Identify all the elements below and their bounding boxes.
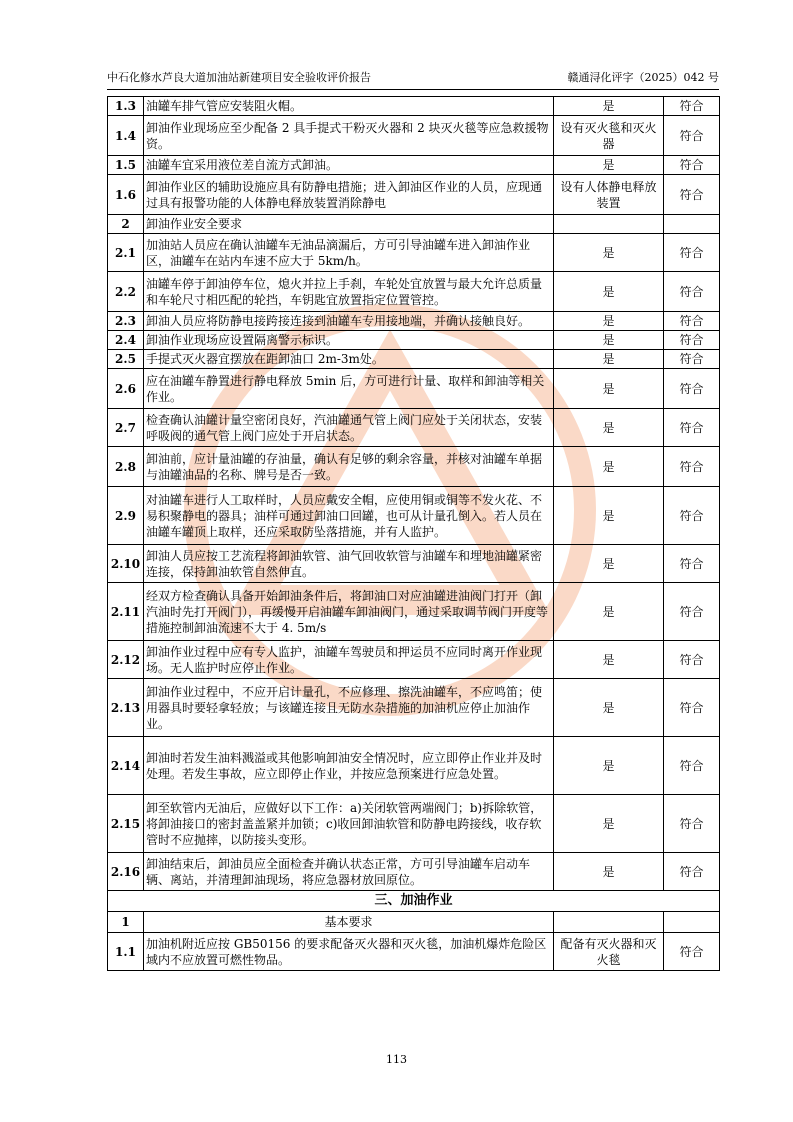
table-row <box>108 679 720 737</box>
requirement-text: 卸油结束后，卸油员应全面检查并确认状态正常，方可引导油罐车启动车辆、离站，并清理卸油现场，将应急器材放回原位。 <box>144 853 554 891</box>
actual-condition: 设有人体静电释放装置 <box>554 175 664 215</box>
table-row <box>108 312 720 331</box>
actual-condition: 是 <box>554 641 664 679</box>
requirement-text: 检查确认油罐计量空密闭良好，汽油罐通气管上阀门应处于关闭状态，安装呼吸阀的通气管上阀门应处于开启状态。 <box>144 409 554 447</box>
requirement-text: 手提式灭火器宜摆放在距卸油口 2m-3m处。 <box>144 350 554 369</box>
check-result: 符合 <box>664 853 720 891</box>
table-row <box>108 350 720 369</box>
section-3-block <box>108 891 720 971</box>
item-number: 2 <box>108 215 144 234</box>
table-row <box>108 116 720 156</box>
item-number: 2.1 <box>108 234 144 272</box>
actual-condition: 是 <box>554 795 664 853</box>
page-number: 113 <box>386 1053 407 1066</box>
requirement-text: 卸油作业区的辅助设施应具有防静电措施；进入卸油区作业的人员，应现通过具有报警功能的人体静电释放装置消除静电 <box>144 175 554 215</box>
requirement-text: 应在油罐车静置进行静电释放 5min 后，方可进行计量、取样和卸油等相关作业。 <box>144 369 554 409</box>
check-result <box>664 215 720 234</box>
requirement-text: 卸至软管内无油后，应做好以下工作：a)关闭软管两端阀门；b)拆除软管，将卸油接口的密封盖盖紧并加锁；c)收回卸油软管和防静电跨接线，收存软管时不应抛摔，以防接头变形。 <box>144 795 554 853</box>
check-result: 符合 <box>664 116 720 156</box>
item-number: 2.11 <box>108 583 144 641</box>
item-number: 2.15 <box>108 795 144 853</box>
requirement-text: 卸油作业过程中，不应开启计量孔，不应修理、擦洗油罐车，不应鸣笛；使用器具时要轻拿轻放；与该罐连接且无防水杂措施的加油机应停止加油作业。 <box>144 679 554 737</box>
actual-condition: 是 <box>554 234 664 272</box>
table-row <box>108 97 720 116</box>
section-heading-row <box>108 891 720 912</box>
requirement-text: 卸油作业现场应设置隔离警示标识。 <box>144 331 554 350</box>
table-row <box>108 853 720 891</box>
requirement-text: 加油机附近应按 GB50156 的要求配备灭火器和灭火毯，加油机爆炸危险区域内不应放置可燃性物品。 <box>144 933 554 971</box>
requirement-text: 卸油作业过程中应有专人监护，油罐车驾驶员和押运员不应同时离开作业现场。无人监护时应停止作业。 <box>144 641 554 679</box>
item-number: 2.2 <box>108 272 144 312</box>
requirement-text: 卸油时若发生油料溅溢或其他影响卸油安全情况时，应立即停止作业并及时处理。若发生事故，应立即停止作业，并按应急预案进行应急处置。 <box>144 737 554 795</box>
check-result: 符合 <box>664 331 720 350</box>
requirement-text: 对油罐车进行人工取样时，人员应戴安全帽，应使用铜或铜等不发火花、不易积聚静电的器具；油样可通过卸油口回罐，也可从计量孔倒入。若人员在油罐车罐顶上取样，还应采取防坠落措施，并有人监护。 <box>144 487 554 545</box>
item-number: 1.6 <box>108 175 144 215</box>
actual-condition: 是 <box>554 156 664 175</box>
actual-condition: 配备有灭火器和灭火毯 <box>554 933 664 971</box>
item-number: 2.12 <box>108 641 144 679</box>
check-result: 符合 <box>664 737 720 795</box>
requirement-text: 加油站人员应在确认油罐车无油品滴漏后，方可引导油罐车进入卸油作业区，油罐车在站内车速不应大于 5km/h。 <box>144 234 554 272</box>
actual-condition: 是 <box>554 97 664 116</box>
table-row <box>108 583 720 641</box>
check-result: 符合 <box>664 933 720 971</box>
actual-condition: 是 <box>554 331 664 350</box>
table-row <box>108 487 720 545</box>
table-row <box>108 272 720 312</box>
header-report-number: 赣通浔化评字（2025）042 号 <box>567 71 719 84</box>
table-row <box>108 641 720 679</box>
item-number: 2.14 <box>108 737 144 795</box>
check-result: 符合 <box>664 350 720 369</box>
check-result: 符合 <box>664 487 720 545</box>
requirement-text: 经双方检查确认具备开始卸油条件后，将卸油口对应油罐进油阀门打开（卸汽油时先打开阀门），再缓慢开启油罐车卸油阀门，通过采取调节阀门开度等措施控制卸油流速不大于 4. 5m/s <box>144 583 554 641</box>
item-number: 2.6 <box>108 369 144 409</box>
actual-condition: 是 <box>554 350 664 369</box>
item-number: 2.3 <box>108 312 144 331</box>
table-row <box>108 545 720 583</box>
actual-condition: 是 <box>554 409 664 447</box>
requirement-text: 油罐车排气管应安装阻火帽。 <box>144 97 554 116</box>
check-result: 符合 <box>664 679 720 737</box>
check-result: 符合 <box>664 234 720 272</box>
table-row <box>108 175 720 215</box>
actual-condition: 是 <box>554 679 664 737</box>
empty-cell <box>554 912 664 933</box>
check-result: 符合 <box>664 447 720 487</box>
table-row <box>108 156 720 175</box>
item-number: 2.10 <box>108 545 144 583</box>
actual-condition: 是 <box>554 312 664 331</box>
check-result: 符合 <box>664 641 720 679</box>
check-result: 符合 <box>664 369 720 409</box>
check-result: 符合 <box>664 545 720 583</box>
actual-condition: 设有灭火毯和灭火器 <box>554 116 664 156</box>
actual-condition: 是 <box>554 853 664 891</box>
check-result: 符合 <box>664 97 720 116</box>
item-number: 1.5 <box>108 156 144 175</box>
table-row <box>108 795 720 853</box>
requirement-text: 油罐车停于卸油停车位，熄火并拉上手刹，车轮处宜放置与最大允许总质量和车轮尺寸相匹配的轮挡，车钥匙宜放置指定位置管控。 <box>144 272 554 312</box>
item-number: 1.1 <box>108 933 144 971</box>
requirement-text: 油罐车宜采用液位差自流方式卸油。 <box>144 156 554 175</box>
item-number: 2.13 <box>108 679 144 737</box>
item-number: 2.9 <box>108 487 144 545</box>
requirement-text: 卸油人员应将防静电接跨接连接到油罐车专用接地端，并确认接触良好。 <box>144 312 554 331</box>
subsection-row <box>108 912 720 933</box>
check-result: 符合 <box>664 175 720 215</box>
header-report-title: 中石化修水芦良大道加油站新建项目安全验收评价报告 <box>107 71 371 84</box>
actual-condition: 是 <box>554 545 664 583</box>
item-number: 2.5 <box>108 350 144 369</box>
table-row <box>108 331 720 350</box>
item-number: 2.8 <box>108 447 144 487</box>
section-title: 三、加油作业 <box>108 891 720 912</box>
item-number: 2.7 <box>108 409 144 447</box>
requirement-text: 卸油作业安全要求 <box>144 215 554 234</box>
item-number: 1.4 <box>108 116 144 156</box>
page-header <box>107 70 719 88</box>
item-number: 2.16 <box>108 853 144 891</box>
check-result: 符合 <box>664 583 720 641</box>
requirement-text: 卸油作业现场应至少配备 2 具手提式干粉灭火器和 2 块灭火毯等应急救援物资。 <box>144 116 554 156</box>
actual-condition: 是 <box>554 272 664 312</box>
checklist-rows <box>108 97 720 891</box>
check-result: 符合 <box>664 272 720 312</box>
actual-condition: 是 <box>554 583 664 641</box>
table-row <box>108 447 720 487</box>
table-row <box>108 369 720 409</box>
item-number: 2.4 <box>108 331 144 350</box>
check-result: 符合 <box>664 795 720 853</box>
subsection-label: 基本要求 <box>144 912 554 933</box>
table-row <box>108 933 720 971</box>
actual-condition: 是 <box>554 487 664 545</box>
table-row <box>108 409 720 447</box>
actual-condition: 是 <box>554 369 664 409</box>
table-row <box>108 234 720 272</box>
item-number: 1.3 <box>108 97 144 116</box>
actual-condition: 是 <box>554 447 664 487</box>
table-row <box>108 215 720 234</box>
safety-checklist-table <box>107 96 720 971</box>
check-result: 符合 <box>664 312 720 331</box>
requirement-text: 卸油前，应计量油罐的存油量，确认有足够的剩余容量，并核对油罐车单据与油罐油品的名称、牌号是否一致。 <box>144 447 554 487</box>
empty-cell <box>664 912 720 933</box>
subsection-number: 1 <box>108 912 144 933</box>
header-rule <box>107 89 719 90</box>
check-result: 符合 <box>664 409 720 447</box>
table-row <box>108 737 720 795</box>
check-result: 符合 <box>664 156 720 175</box>
actual-condition <box>554 215 664 234</box>
requirement-text: 卸油人员应按工艺流程将卸油软管、油气回收软管与油罐车和埋地油罐紧密连接，保持卸油软管自然伸直。 <box>144 545 554 583</box>
actual-condition: 是 <box>554 737 664 795</box>
